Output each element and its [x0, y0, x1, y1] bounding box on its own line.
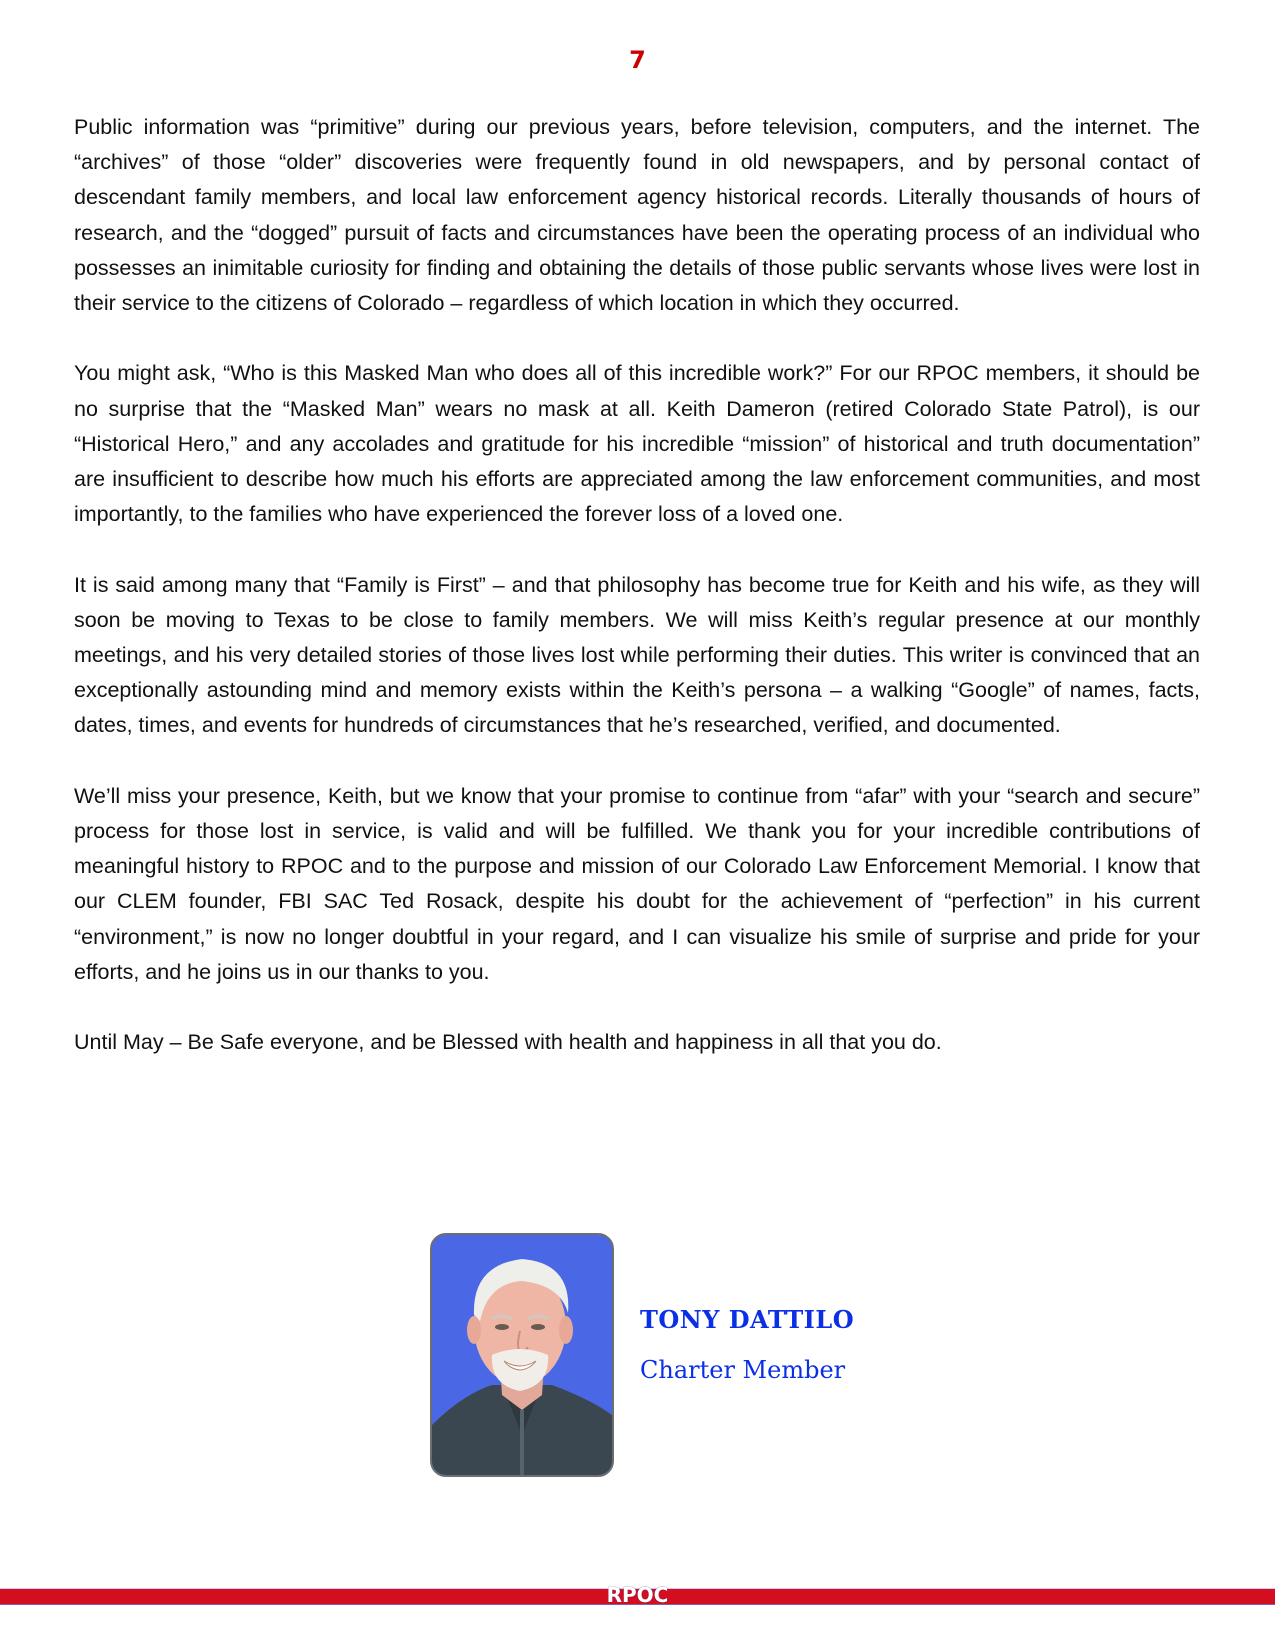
footer-label	[0, 1584, 1275, 1606]
author-name: TONY DATTILO	[640, 1305, 855, 1334]
article-body	[74, 110, 1200, 1096]
paragraph-thanks: We’ll miss your presence, Keith, but we know that your promise to continue from “afar” with your “search and secure” process for those lost in service, is valid and will be fulfilled. We thank you for your incredible contributions of meaningful history to RPOC and to the purpose and mission of our Colorado Law Enforcement Memorial. I know that our CLEM founder, FBI SAC Ted Rosack, despite his doubt for the achievement of “perfection” in his current “environment,” is now no longer doubtful in your regard, and I can visualize his smile of surprise and pride for your efforts, and he joins us in our thanks to you.	[74, 783, 1200, 984]
portrait-image	[432, 1235, 612, 1475]
page-number: 7	[629, 46, 646, 74]
footer-brand-text: RPOC	[606, 1583, 669, 1607]
author-role: Charter Member	[640, 1356, 846, 1384]
paragraph-research-history: Public information was “primitive” during our previous years, before television, computers, and the internet. The “archives” of those “older” discoveries were frequently found in old newspapers, and by personal contact of descendant family members, and local law enforcement agency historical records. Literally thousands of hours of research, and the “dogged” pursuit of facts and circumstances have been the operating process of an individual who possesses an inimitable curiosity for finding and obtaining the details of those public servants whose lives were lost in their service to the citizens of Colorado – regardless of which location in which they occurred.	[74, 115, 1200, 316]
author-photo	[430, 1233, 614, 1477]
paragraph-closing: Until May – Be Safe everyone, and be Blessed with health and happiness in all that you do.	[74, 1030, 942, 1055]
paragraph-masked-man: You might ask, “Who is this Masked Man who does all of this incredible work?” For our RPOC members, it should be no surprise that the “Masked Man” wears no mask at all. Keith Dameron (retired Colorado State Patrol), is our “Historical Hero,” and any accolades and gratitude for his incredible “mission” of historical and truth documentation” are insufficient to describe how much his efforts are appreciated among the law enforcement communities, and most importantly, to the families who have experienced the forever loss of a loved one.	[74, 361, 1200, 527]
paragraph-family-first: It is said among many that “Family is First” – and that philosophy has become true for Keith and his wife, as they will soon be moving to Texas to be close to family members. We will miss Keith’s regular presence at our monthly meetings, and his very detailed stories of those lives lost while performing their duties. This writer is convinced that an exceptionally astounding mind and memory exists within the Keith’s persona – a walking “Google” of names, facts, dates, times, and events for hundreds of circumstances that he’s researched, verified, and documented.	[74, 572, 1200, 738]
